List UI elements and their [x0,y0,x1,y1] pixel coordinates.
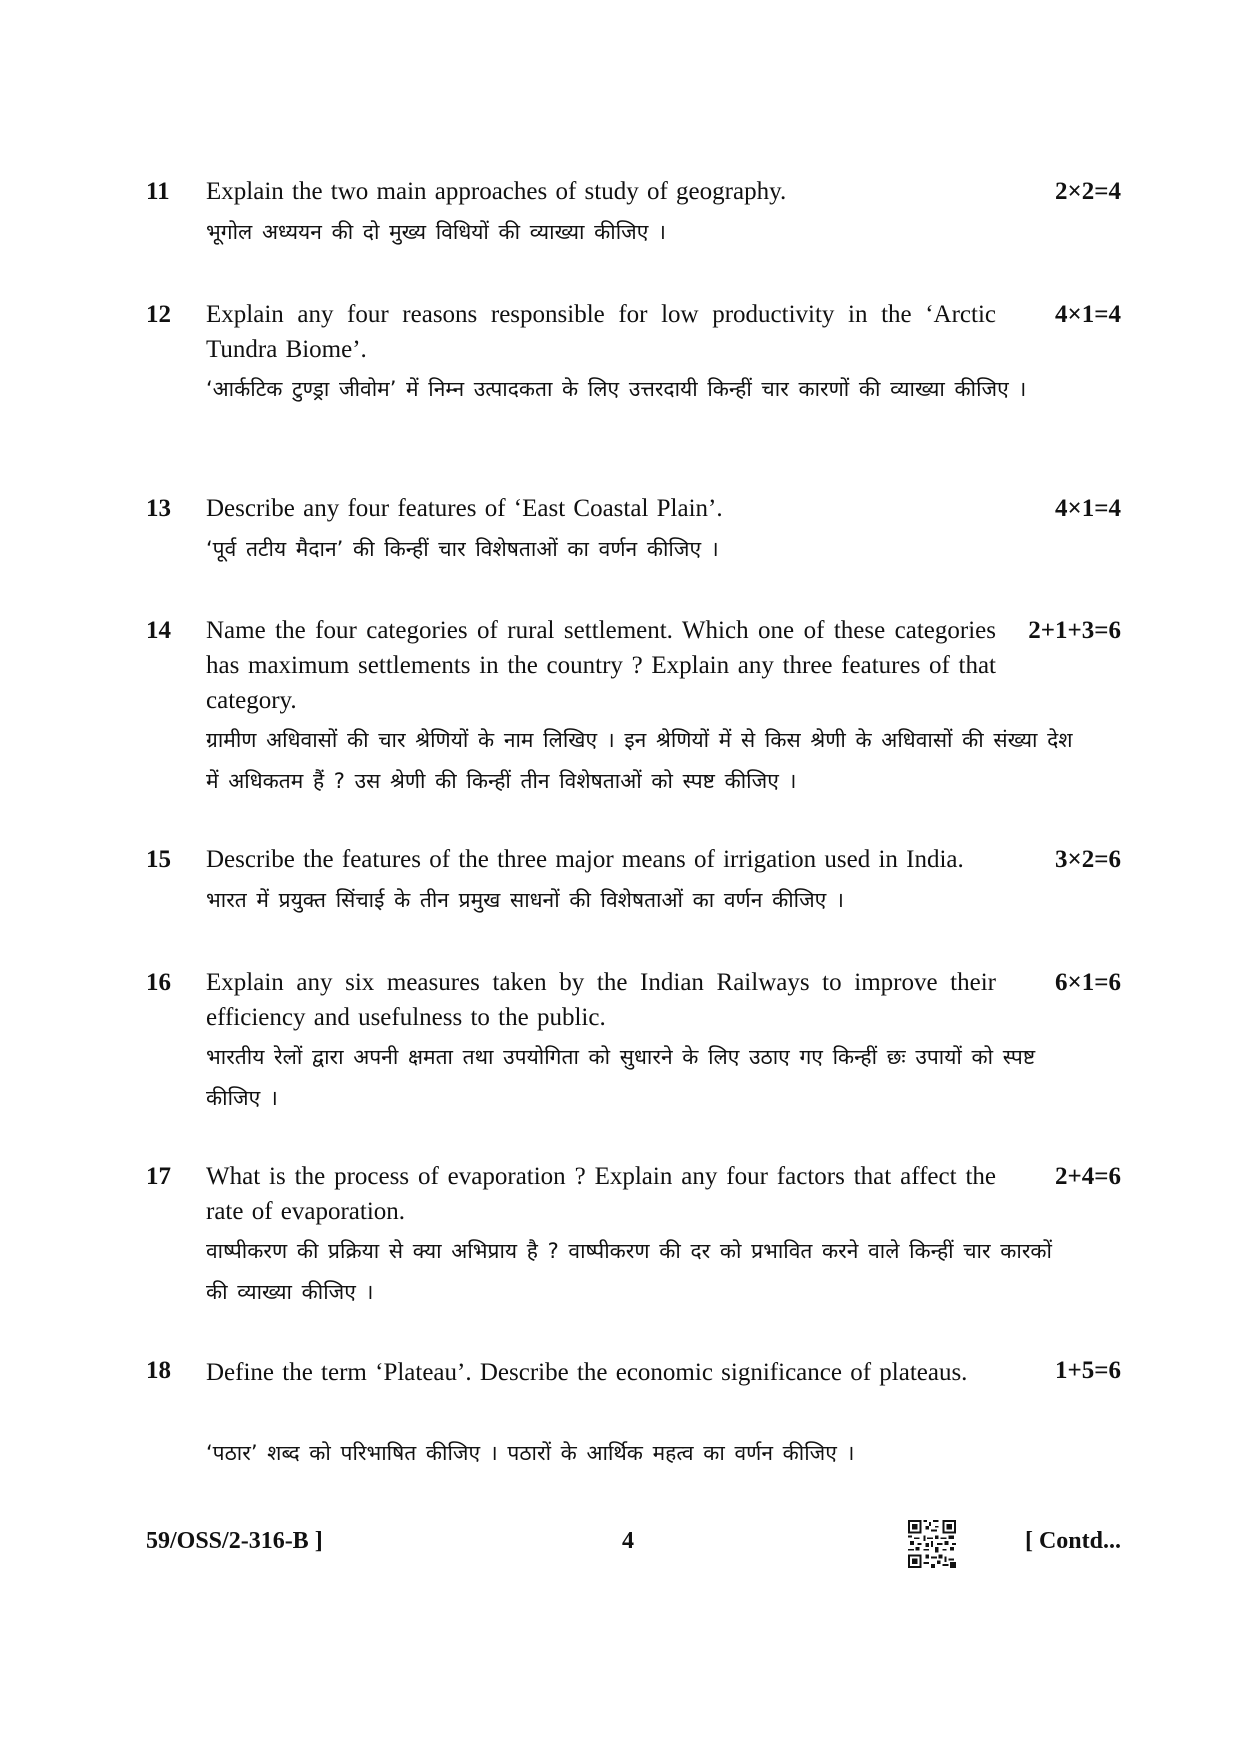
question-text-english: Describe any four features of ‘East Coastal Plain’. [206,495,723,522]
question-text-hindi: ‘पूर्व तटीय मैदान’ की किन्हीं चार विशेषताओं का वर्णन कीजिए । [206,537,719,561]
question-number: 14 [146,617,171,644]
question-marks: 2+4=6 [1055,1163,1121,1190]
question-number: 12 [146,301,171,328]
question-text-english: Explain any six measures taken by the Indian Railways to improve their efficiency and usefulness to the public. [206,969,996,1031]
page-footer [146,1520,1121,1570]
continued-label: [ Contd... [1024,1528,1121,1554]
paper-code: 59/OSS/2-316-B ] [146,1528,323,1554]
question-number: 18 [146,1357,171,1384]
question-text-hindi: वाष्पीकरण की प्रक्रिया से क्या अभिप्राय है ? वाष्पीकरण की दर को प्रभावित करने वाले किन्हीं चार कारकों की व्याख्या कीजिए । [206,1239,1052,1304]
question-marks: 4×1=4 [1055,495,1121,522]
question-text-hindi: ‘पठार’ शब्द को परिभाषित कीजिए । पठारों के आर्थिक महत्व का वर्णन कीजिए । [206,1441,855,1465]
question-number: 16 [146,969,171,996]
question-marks: 1+5=6 [1055,1357,1121,1384]
question-marks: 2×2=4 [1055,178,1121,205]
question-marks: 6×1=6 [1055,969,1121,996]
question-text-hindi: भारत में प्रयुक्त सिंचाई के तीन प्रमुख साधनों की विशेषताओं का वर्णन कीजिए । [206,888,844,912]
question-text-english: Explain the two main approaches of study of geography. [206,178,787,205]
question-text-english: Name the four categories of rural settlement. Which one of these categories has maximum settlements in the country ? Explain any three features of that category. [206,617,996,714]
question-number: 13 [146,495,171,522]
qr-code-icon [908,1520,956,1568]
question-number: 15 [146,846,171,873]
question-text-english: Explain any four reasons responsible for low productivity in the ‘Arctic Tundra Biome’. [206,301,996,363]
question-number: 17 [146,1163,171,1190]
question-marks: 4×1=4 [1055,301,1121,328]
question-text-hindi: ग्रामीण अधिवासों की चार श्रेणियों के नाम लिखिए । इन श्रेणियों में से किस श्रेणी के अधिवासों की संख्या देश में अधिकतम हैं ? उस श्रेणी की किन्हीं तीन विशेषताओं को स्पष्ट कीजिए । [206,728,1073,793]
question-text-hindi: भूगोल अध्ययन की दो मुख्य विधियों की व्याख्या कीजिए । [206,220,666,244]
question-marks: 2+1+3=6 [1028,617,1121,644]
question-text-english: What is the process of evaporation ? Explain any four factors that affect the rate of evaporation. [206,1163,996,1225]
question-text-hindi: ‘आर्कटिक टुण्ड्रा जीवोम’ में निम्न उत्पादकता के लिए उत्तरदायी किन्हीं चार कारणों की व्याख्या कीजिए । [206,377,1027,401]
question-text-hindi: भारतीय रेलों द्वारा अपनी क्षमता तथा उपयोगिता को सुधारने के लिए उठाए गए किन्हीं छः उपायों को स्पष्ट कीजिए । [206,1045,1036,1110]
page-number: 4 [622,1528,634,1554]
question-marks: 3×2=6 [1055,846,1121,873]
question-number: 11 [146,178,170,205]
question-text-english: Describe the features of the three major means of irrigation used in India. [206,846,964,873]
question-text-english: Define the term ‘Plateau’. Describe the economic significance of plateaus. [206,1359,968,1386]
